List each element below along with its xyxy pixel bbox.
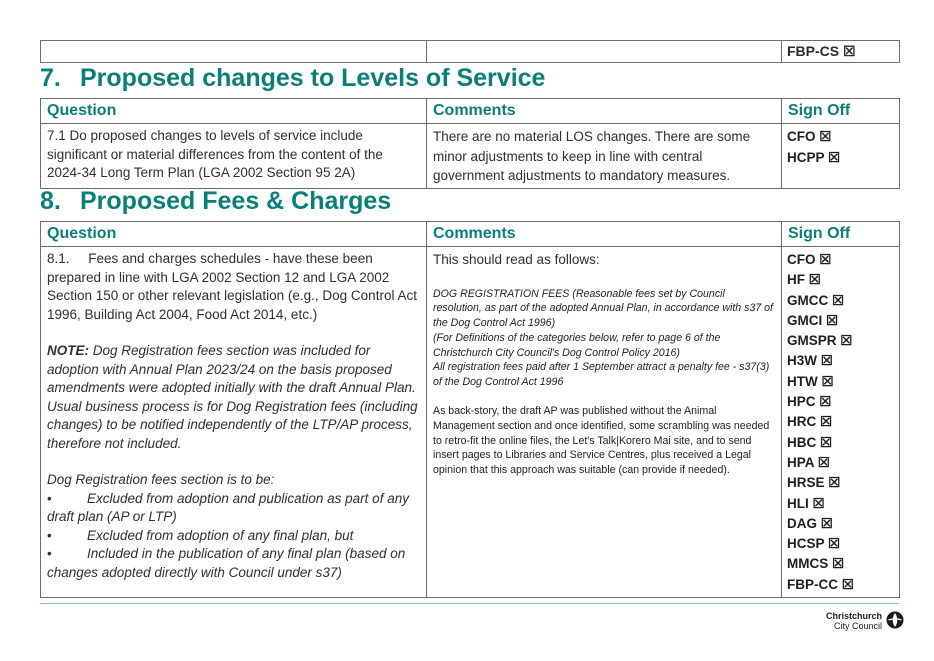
- note-text: Dog Registration fees section was included for adoption with Annual Plan 2023/24 on the basis proposed amendments were adopted initially with the draft Annual Plan. Usual business process is for Dog Registration fees (including changes) to be notified independently of the LTP/AP process, therefore not included.: [47, 343, 418, 451]
- comments-cell: [427, 247, 782, 598]
- signoff-item: HCPP ☒: [787, 149, 841, 165]
- section-8-heading: [40, 186, 391, 216]
- penalty-note: All registration fees paid after 1 September attract a penalty fee - s37(3) of the Dog Control Act 1996: [433, 361, 770, 389]
- signoff-item: HRSE ☒: [787, 475, 841, 491]
- bullet-item: • Included in the publication of any final plan (based on changes adopted directly with Council under s37): [47, 546, 406, 580]
- fees-heading: DOG REGISTRATION FEES (Reasonable fees set by Council resolution, as part of the adopted Annual Plan, in accordance with s37 of the Dog Control Act 1996): [433, 287, 774, 330]
- signoff-item: DAG ☒: [787, 515, 833, 531]
- note-paragraph: [47, 342, 420, 453]
- list-intro: Dog Registration fees section is to be:: [47, 472, 275, 487]
- signoff-item: HPC ☒: [787, 394, 832, 410]
- signoff-item: GMCC ☒: [787, 292, 845, 308]
- definitions-note: (For Definitions of the categories below, refer to page 6 of the Christchurch City Council's Dog Control Policy 2016): [433, 331, 721, 359]
- comments-header: Comments: [427, 99, 782, 124]
- section-7-table: [40, 98, 900, 189]
- signoff-item: GMSPR ☒: [787, 333, 853, 349]
- question-cell: 7.1 Do proposed changes to levels of service include significant or material differences from the content of the 2024-34 Long Term Plan (LGA 2002 Section 95 2A): [41, 124, 427, 189]
- section-8-table: [40, 221, 900, 598]
- comments-cell-empty: [427, 41, 782, 63]
- council-logo: [820, 610, 906, 632]
- signoff-item: H3W ☒: [787, 353, 833, 369]
- signoff-header: Sign Off: [782, 222, 900, 247]
- logo-line-2: City Council: [833, 621, 882, 631]
- signoff-item: GMCI ☒: [787, 312, 839, 328]
- question-intro: 8.1. Fees and charges schedules - have these been prepared in line with LGA 2002 Section 12 and LGA 2002 Section 150 or other relevant legislation (e.g., Dog Control Act 1996, Building Act 2004, Food Act 2014, etc.): [47, 251, 417, 322]
- question-cell-empty: [41, 41, 427, 63]
- question-header: Question: [41, 222, 427, 247]
- signoff-item: CFO ☒: [787, 252, 832, 267]
- logo-mark-icon: [886, 611, 904, 629]
- note-label: NOTE:: [47, 343, 89, 358]
- signoff-item: HCSP ☒: [787, 536, 841, 552]
- section-title: Proposed Fees & Charges: [80, 187, 392, 215]
- backstory-paragraph: As back-story, the draft AP was published without the Animal Management section and once identified, some scrambling was needed to retro-fit the online files, the Let's Talk|Korero Mai site, and to send insert pages to Libraries and Service Centres, plus received a Legal opinion that this approach was suitable (can provide if needed).: [433, 405, 770, 477]
- comment-intro: This should read as follows:: [433, 252, 600, 267]
- signoff-item: HPA ☒: [787, 454, 830, 470]
- bullet-dot-icon: •: [47, 490, 52, 506]
- section-7-heading: [40, 63, 545, 93]
- signoff-item: HBC ☒: [787, 434, 833, 450]
- signoff-item: HLI ☒: [787, 495, 825, 511]
- logo-text: [820, 611, 882, 631]
- signoff-item: HF ☒: [787, 272, 821, 288]
- previous-table-continuation: [40, 40, 900, 63]
- question-cell: [41, 247, 427, 598]
- comments-cell: There are no material LOS changes. There are some minor adjustments to keep in line with central government adjustments to mandatory measures.: [427, 124, 782, 189]
- section-number: 8.: [40, 187, 61, 215]
- bullet-item: • Excluded from adoption and publication as part of any draft plan (AP or LTP): [47, 490, 409, 524]
- bullet-dot-icon: •: [47, 546, 52, 561]
- footer-rule: [40, 603, 899, 604]
- signoff-item: HTW ☒: [787, 373, 834, 389]
- signoff-item: HRC ☒: [787, 414, 833, 430]
- bullet-item: • Excluded from adoption of any final plan, but: [47, 527, 420, 546]
- question-header: Question: [41, 99, 427, 124]
- signoff-header: Sign Off: [782, 99, 900, 124]
- logo-line-1: Christchurch: [825, 611, 882, 621]
- signoff-cell: FBP-CS ☒: [782, 41, 900, 63]
- signoff-cell: [782, 247, 900, 598]
- section-number: 7.: [40, 64, 61, 92]
- signoff-item: MMCS ☒: [787, 556, 845, 572]
- signoff-cell: [782, 124, 900, 189]
- bullet-dot-icon: •: [47, 527, 52, 543]
- section-title: Proposed changes to Levels of Service: [80, 64, 546, 92]
- signoff-item: FBP-CC ☒: [787, 576, 854, 592]
- signoff-item: CFO ☒: [787, 129, 832, 144]
- comments-header: Comments: [427, 222, 782, 247]
